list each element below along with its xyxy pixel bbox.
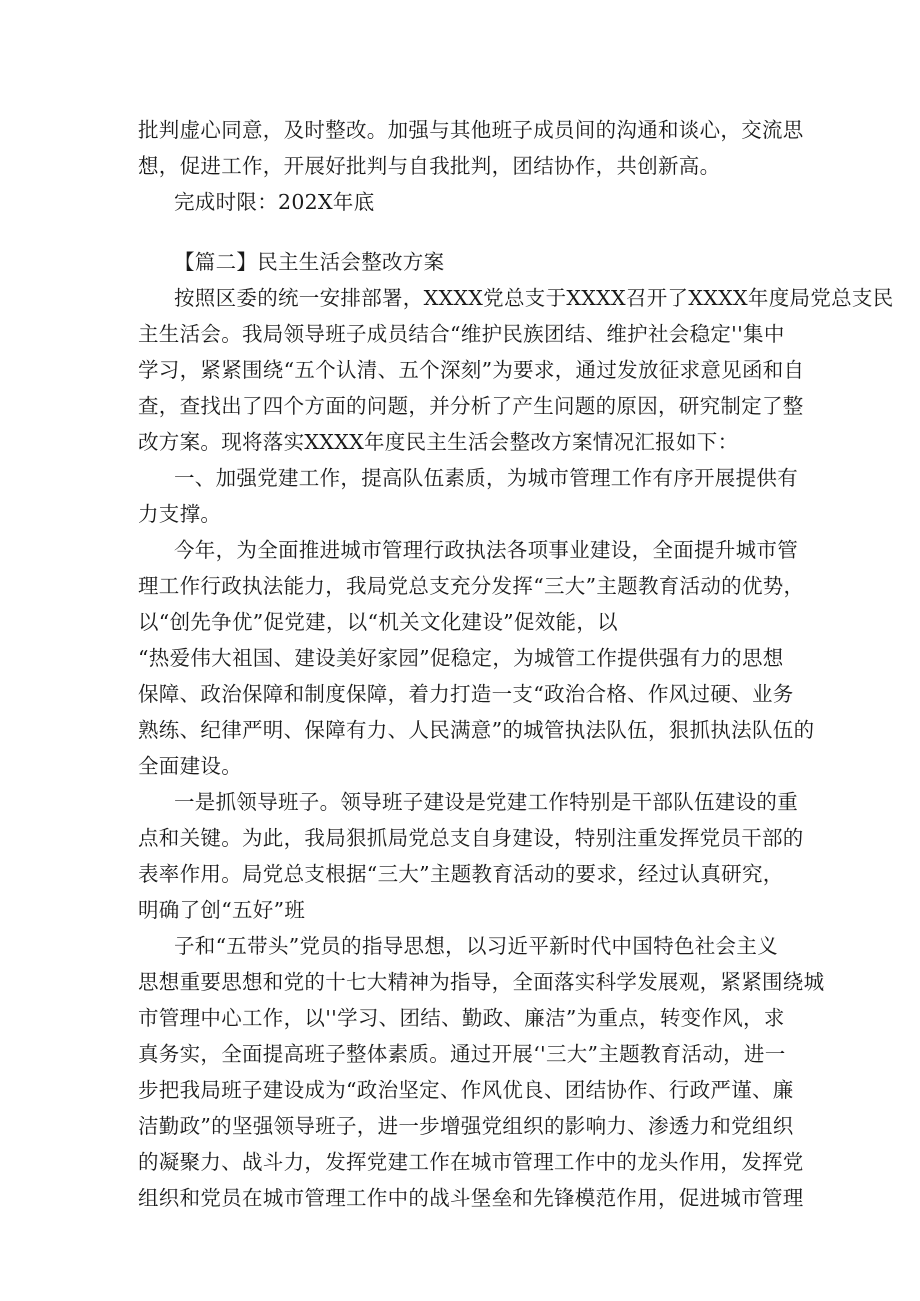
text-line: 力支撑。: [138, 502, 222, 526]
text-line: 市管理中心工作，以''学习、团结、勤政、廉洁”为重点，转变作风，求: [138, 1006, 785, 1030]
section-heading: 【篇二】民主生活会整改方案: [174, 250, 445, 274]
paragraph-gap: [138, 220, 788, 244]
text-line: “热爱伟大祖国、建设美好家园”促稳定，为城管工作提供强有力的思想: [138, 646, 784, 670]
text-line: 表率作用。局党总支根据“三大”主题教育活动的要求，经过认真研究，: [138, 862, 784, 886]
text-line: 理工作行政执法能力，我局党总支充分发挥“三大”主题教育活动的优势，: [138, 574, 805, 598]
text-line: 保障、政治保障和制度保障，着力打造一支“政治合格、作风过硬、业务: [138, 682, 794, 706]
text-line: 步把我局班子建设成为“政治坚定、作风优良、团结协作、行政严谨、廉: [138, 1078, 794, 1102]
text-line: 主生活会。我局领导班子成员结合“维护民族团结、维护社会稳定''集中: [138, 322, 785, 346]
text-line: 今年，为全面推进城市管理行政执法各项事业建设，全面提升城市管: [174, 538, 798, 562]
text-line: 学习，紧紧围绕“五个认清、五个深刻”为要求，通过发放征求意见函和自: [138, 358, 805, 382]
section-continuation: [138, 112, 804, 220]
text-line: 的凝聚力、战斗力，发挥党建工作在城市管理工作中的龙头作用，发挥党: [138, 1150, 804, 1174]
text-line: 子和“五带头”党员的指导思想，以习近平新时代中国特色社会主义: [174, 934, 778, 958]
text-line: 以“创先争优”促党建，以“机关文化建设”促效能，以: [138, 610, 618, 634]
text-line: 洁勤政”的坚强领导班子，进一步增强党组织的影响力、渗透力和党组织: [138, 1114, 794, 1138]
text-line: 改方案。现将落实XXXX年度民主生活会整改方案情况汇报如下：: [138, 430, 739, 454]
text-line: 一是抓领导班子。领导班子建设是党建工作特别是干部队伍建设的重: [174, 790, 798, 814]
text-line: 一、加强党建工作，提高队伍素质，为城市管理工作有序开展提供有: [174, 466, 798, 490]
text-line: 明确了创“五好”班: [138, 898, 306, 922]
text-line: 批判虚心同意，及时整改。加强与其他班子成员间的沟通和谈心，交流思: [138, 118, 804, 142]
text-line: 全面建设。: [138, 754, 242, 778]
section-body: [138, 280, 894, 1216]
document-body: [138, 112, 894, 1216]
text-line: 熟练、纪律严明、保障有力、人民满意”的城管执法队伍，狠抓执法队伍的: [138, 718, 815, 742]
text-line: 思想重要思想和党的十七大精神为指导，全面落实科学发展观，紧紧围绕城: [138, 970, 825, 994]
text-line: 想，促进工作，开展好批判与自我批判，团结协作，共创新高。: [138, 154, 721, 178]
text-line: 查，查找出了四个方面的问题，并分析了产生问题的原因，研究制定了整: [138, 394, 804, 418]
text-line: 按照区委的统一安排部署，XXXX党总支于XXXX召开了XXXX年度局党总支民: [174, 286, 894, 310]
text-line: 完成时限：202X年底: [174, 190, 375, 214]
text-line: 点和关键。为此，我局狠抓局党总支自身建设，特别注重发挥党员干部的: [138, 826, 804, 850]
text-line: 组织和党员在城市管理工作中的战斗堡垒和先锋模范作用，促进城市管理: [138, 1186, 804, 1210]
text-line: 真务实，全面提高班子整体素质。通过开展‘'三大”主题教育活动，进一: [138, 1042, 786, 1066]
